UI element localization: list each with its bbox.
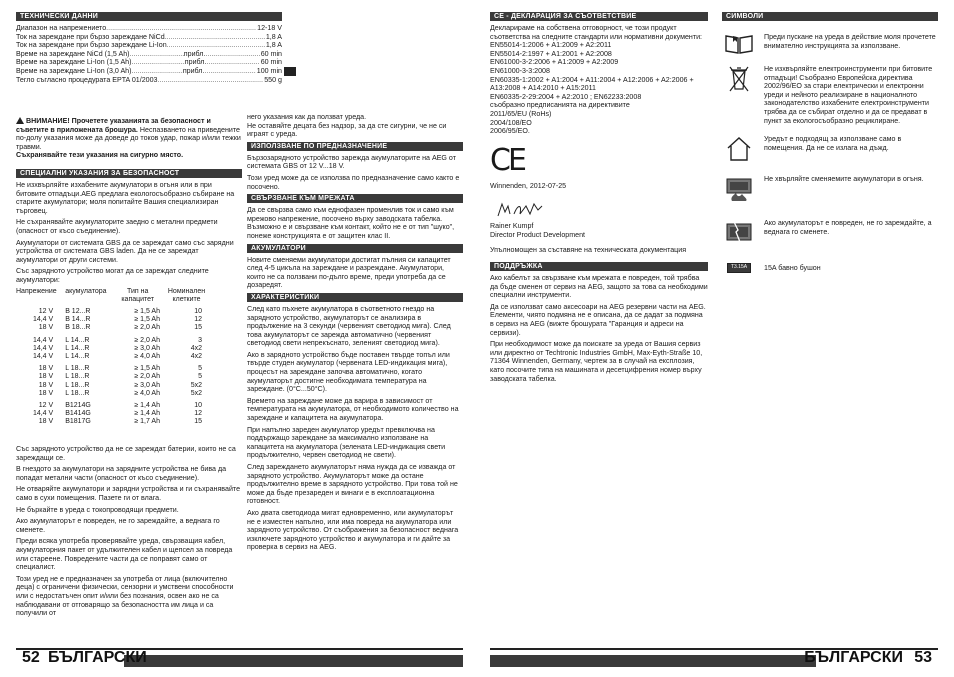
table-row	[16, 418, 212, 426]
use-header: ИЗПОЛЗВАНЕ ПО ПРЕДНАЗНАЧЕНИЕ	[247, 142, 463, 151]
mid-p0b: Не оставяйте децата без надзор, за да сте сигурни, че не си играят с уреда.	[247, 121, 447, 139]
after-p3: Не отваряйте акумулатори и зарядни устройства и ги съхранявайте само в сухи помещения. Пазете ги от влага.	[16, 485, 241, 502]
table-cell: B1214G	[65, 401, 91, 409]
safety-header: СПЕЦИАЛНИ УКАЗАНИЯ ЗА БЕЗОПАСНОСТ	[16, 169, 242, 178]
spec-value: 60 min	[260, 49, 282, 58]
char-p5: След зареждането акумулаторът няма нужда да се изважда от зарядното устройство. Акумулаторът може да остане продължително време в зарядното устройство. При това той не може да бъде презареден и винаги е в експлоатационна готовност.	[247, 463, 458, 506]
ce-mark-icon: CE	[490, 142, 524, 178]
table-cell: 14,4 V	[32, 352, 54, 360]
maint-p3: При необходимост може да поискате за уреда от Вашия сервиз или директно от Techtronic Industries GmbH, Max-Eyth-Straße 10, 71364 Winnenden, Germany, чертеж за в случай на експлозия, като посочите типа на машината и десетцифрения номер върху заводската табелка.	[490, 340, 703, 383]
spec-row	[16, 24, 282, 33]
table-cell: ≥ 1,4 Ah	[134, 401, 160, 409]
left-col-1b	[16, 117, 242, 618]
table-cell: B1414G	[65, 410, 91, 418]
table-cell: ≥ 3,0 Ah	[134, 381, 160, 389]
maint-p2: Да се използват само аксесоари на AEG резервни части на AEG. Елементи, чиято подмяна не е описана, да се дадат за подмяна в сервиз на AEG (вижте брошурата "Гаранция и адреси на сервизи).	[490, 302, 706, 337]
symbol-text: Уредът е подходящ за използване само в помещения. Да не се излага на дъжд.	[764, 135, 902, 152]
table-cell: ≥ 1,5 Ah	[134, 365, 160, 373]
table-cell: L 18...R	[65, 365, 90, 373]
spec-value: 60 min	[260, 58, 282, 67]
warning-block	[16, 117, 242, 160]
table-cell: 3	[198, 336, 202, 344]
symbol-text: Ако акумулаторът е повреден, не го зареждайте, а веднага го сменете.	[764, 219, 932, 236]
table-cell: 14,4 V	[32, 316, 54, 324]
battery-table-head	[16, 288, 212, 304]
spec-badge-icon	[284, 67, 296, 76]
crossed-bin-icon	[728, 65, 750, 93]
table-cell: 14,4 V	[32, 336, 54, 344]
ce-text: Декларираме на собствена отговорност, че този продукт съответства на следните стандарти или нормативни документи:	[490, 24, 703, 41]
table-cell: 18 V	[38, 389, 54, 397]
table-row	[16, 365, 212, 373]
table-cell: 5x2	[190, 389, 202, 397]
spec-row	[16, 67, 282, 76]
spec-label: Време на зареждане Li-Ion (1,5 Ah)	[16, 58, 132, 67]
ce-standard-line: EN55014-2:1997 + A1:2001 + A2:2008	[490, 49, 612, 58]
spec-label: Ток на зареждане при бързо зареждане Li-Ion	[16, 41, 167, 50]
safety-p1: Не изхвърляйте изхабените акумулатори в огъня или в при битовите отпадъци.AEG предлага екологосъобразно събиране на старите акумулатори; моля попитайте Вашия специализиран търговец.	[16, 180, 235, 215]
right-col-2	[722, 12, 938, 283]
after-p5: Ако акумулаторът е повреден, не го зареждайте, а веднага го сменете.	[16, 517, 220, 534]
table-cell: ≥ 2,0 Ah	[134, 336, 160, 344]
right-footer	[490, 648, 938, 667]
right-col-1	[490, 12, 708, 386]
symbol-row	[722, 219, 938, 245]
left-page-number: 52	[22, 649, 40, 666]
table-cell: 18 V	[38, 324, 54, 332]
symbol-text: 15A бавно бушон	[764, 264, 821, 273]
symbol-row	[722, 135, 938, 163]
signer-name: Rainer Kumpf	[490, 222, 534, 231]
table-cell: 14,4 V	[32, 410, 54, 418]
use-p2: Този уред може да се използва по предназначение само както е посочено.	[247, 173, 460, 191]
warning-bold: ВНИМАНИЕ! Прочетете указанията за безопасност и съветите в приложената брошура.	[16, 117, 211, 134]
symbol-text: Не изхвърляйте електроинструменти при битовите отпадъци! Съобразно Европейска директива 2002/96/EO за стари електрически и електронни уреди и нейното реализиране в националното законодателство изхабените електроинструменти трябва да се събират отделно и да се предават в пункт за екологосъобразно рециклиране.	[764, 65, 933, 125]
char-p1: След като пъхнете акумулатора в съответното гнездо на зарядното устройство, акумулаторът се анализира в продължение на 3 секунди (червеният светодиод мига). След това акумулаторът се зарежда автоматично (червеният светодиод свети непрекъснато, зеленият светодиод мига).	[247, 304, 451, 348]
th-cells: Номинален клетките	[167, 287, 206, 303]
spec-label: Диапазон на напрежението	[16, 24, 107, 32]
table-cell: 15	[194, 324, 202, 332]
acc-p1: Новите сменяеми акумулатори достигат пълния си капацитет след 4-5 цикъла на зареждане и разреждане. Акумулатори, които не са ползвани по-дълго време, преди употреба да се дозаредят.	[247, 255, 451, 290]
table-cell: ≥ 3,0 Ah	[134, 344, 160, 352]
spec-row	[16, 58, 282, 67]
table-cell: L 18...R	[65, 389, 90, 397]
table-cell: ≥ 2,0 Ah	[134, 324, 160, 332]
symbol-row	[722, 261, 938, 273]
th-battery: акумулатора	[65, 287, 107, 295]
spec-label: Ток на зареждане при бързо зареждане NiCd	[16, 32, 165, 41]
use-p1: Бързозарядното устройство зарежда акумулаторите на AEG от системата GBS от 12 V...18 V.	[247, 153, 456, 171]
table-cell: 18 V	[38, 381, 54, 389]
char-p3: Времето на зареждане може да варира в зависимост от температурата на акумулатора, от необходимото количество на зареждане и капацитета на акумулатора.	[247, 396, 459, 423]
table-cell: B 14...R	[65, 316, 91, 324]
spec-label: Тегло съгласно процедурата EPTA 01/2003	[16, 75, 158, 84]
table-cell: ≥ 1,7 Ah	[134, 418, 160, 426]
ce-standard-line: EN61000-3-3:2008	[490, 66, 550, 75]
ce-standard-line: EN60335-2-29:2004 + A2:2010 ; EN62233:2008	[490, 92, 642, 101]
th-capacity: Тип на капацитет	[121, 287, 155, 303]
table-cell: ≥ 1,4 Ah	[134, 410, 160, 418]
maint-p1: Ако кабелът за свързване към мрежата е повреден, той трябва да бъде сменен от сервиз на AEG, защото за това са необходими специални инструменти.	[490, 274, 708, 300]
left-col-2	[247, 113, 463, 555]
table-cell: 12	[194, 410, 202, 418]
after-p1: Със зарядното устройство да не се зареждат батерии, които не са зареждащи се.	[16, 445, 236, 462]
table-cell: 15	[194, 418, 202, 426]
table-cell: 12 V	[38, 307, 54, 315]
symbol-row	[722, 65, 938, 125]
table-cell: B 12...R	[65, 307, 91, 315]
left-col-1	[16, 12, 282, 84]
ce-standard-line: EN55014-1:2006 + A1:2009 + A2:2011	[490, 41, 612, 50]
after-p6: Преди всяка употреба проверявайте уреда, свързващия кабел, акумулаторния пакет от удължителен кабел и щепсел за повреда или стареене. Повредените части да се поправят само от специалист.	[16, 537, 233, 572]
table-row	[16, 382, 212, 390]
fuse-label: T3.15A	[727, 263, 751, 273]
table-cell: L 14...R	[65, 344, 90, 352]
right-language: БЪЛГАРСКИ	[804, 649, 903, 666]
ce-standard-line: 2011/65/EU (RoHs)	[490, 109, 552, 118]
table-cell: B 18...R	[65, 324, 91, 332]
signer-title: Director Product Development	[490, 230, 586, 239]
battery-damaged-icon	[724, 219, 754, 245]
table-row	[16, 308, 212, 316]
table-cell: 12	[194, 316, 202, 324]
safety-p2: Не съхранявайте акумулаторите заедно с метални предмети (опасност от късо съединение).	[16, 218, 218, 235]
battery-fire-icon	[724, 175, 754, 203]
spec-value: 1,8 A	[265, 32, 282, 41]
manual-book-icon	[724, 33, 754, 55]
mains-p1: Да се свързва само към еднофазен променлив ток и само към мрежово напрежение, посочено върху заводската табелка. Възможно е и свързване към контакт, който не е от тип "шуко", понеже конструкцията е от защитен клас II.	[247, 206, 455, 240]
place-date: Winnenden, 2012-07-25	[490, 181, 567, 190]
table-row	[16, 337, 212, 345]
safety-p3: Акумулатори от системата GBS да се зареждат само със зарядни устройства от системата GBS laden. Да не се зареждат акумулатори от други системи.	[16, 238, 234, 264]
spec-label: Време на зареждане NiCd (1,5 Ah)	[16, 49, 130, 58]
right-page-number: 53	[914, 649, 932, 666]
table-cell: B1817G	[65, 418, 91, 426]
table-cell: 18 V	[38, 418, 54, 426]
spec-approx: прибл.	[182, 66, 205, 75]
symbol-text: Не хвърляйте сменяемите акумулатори в огъня.	[764, 175, 924, 184]
table-cell: 5	[198, 373, 202, 381]
table-cell: 4x2	[190, 344, 202, 352]
spec-row	[16, 41, 282, 50]
house-icon	[725, 135, 753, 163]
acc-header: АКУМУЛАТОРИ	[247, 244, 463, 253]
table-cell: 12 V	[38, 401, 54, 409]
table-cell: L 14...R	[65, 336, 90, 344]
spec-value: 1,8 A	[265, 41, 282, 50]
spec-value: 550 g	[264, 75, 282, 84]
left-language: БЪЛГАРСКИ	[48, 649, 147, 666]
tech-specs	[16, 24, 282, 84]
after-p2: В гнездото за акумулатори на зарядните устройства не бива да попадат метални части (опасност от късо съединение).	[16, 465, 227, 482]
table-cell: L 14...R	[65, 352, 90, 360]
table-row	[16, 373, 212, 381]
table-cell: L 18...R	[65, 373, 90, 381]
table-cell: ≥ 1,5 Ah	[134, 307, 160, 315]
table-cell: 18 V	[38, 365, 54, 373]
spec-approx: прибл.	[183, 49, 206, 58]
table-cell: ≥ 4,0 Ah	[134, 352, 160, 360]
battery-table-body	[16, 304, 212, 427]
table-cell: 10	[194, 401, 202, 409]
table-row	[16, 402, 212, 410]
maint-header: ПОДДРЪЖКА	[490, 262, 708, 271]
table-cell: 5x2	[190, 381, 202, 389]
left-footer	[16, 648, 463, 667]
spec-row	[16, 50, 282, 59]
symbol-row	[722, 175, 938, 203]
fuse-icon	[722, 261, 756, 273]
table-cell: 18 V	[38, 373, 54, 381]
ce-header: CE - ДЕКЛАРАЦИЯ ЗА СЪОТВЕТСТВИЕ	[490, 12, 708, 21]
warning-triangle-icon	[16, 117, 24, 124]
tech-data-header: ТЕХНИЧЕСКИ ДАННИ	[16, 12, 282, 21]
ce-standard-line: 2004/108/EO	[490, 118, 532, 127]
char-p4: При напълно зареден акумулатор уредът превключва на поддържащо зареждане за максимално използване на капацитета на акумулатора (зелената LED-индикация свети продължително, червен светодиод не свети).	[247, 425, 446, 460]
authorized: Упълномощен за съставяне на техническата документация	[490, 245, 687, 254]
symbol-row	[722, 33, 938, 55]
table-row	[16, 390, 212, 398]
warning-keep: Съхранявайте тези указания на сигурно място.	[16, 151, 184, 160]
after-p7: Този уред не е предназначен за употреба от лица (включително деца) с ограничени физически, сензорни и умствени способности или с недостатъчен опит и/или без познания, освен ако не са наблюдавани от отговарящо за безопасността им лица и са получили от	[16, 574, 234, 618]
spec-approx: прибл.	[184, 58, 207, 67]
safety-p4: Със зарядното устройство могат да се зареждат следните акумулатори:	[16, 267, 209, 284]
ce-standard-line: съобразно предписанията на директивите	[490, 101, 630, 110]
mains-header: СВЪРЗВАНЕ КЪМ МРЕЖАТА	[247, 194, 463, 203]
sym-header: СИМВОЛИ	[722, 12, 938, 21]
table-row	[16, 353, 212, 361]
char-p2: Ако в зарядното устройство бъде поставен твърде топъл или твърде студен акумулатор (червената LED-индикация мига), процесът на зареждане започва автоматично, когато акумулаторът достигне необходимата температура на зареждане. (0°C...50°C).	[247, 350, 450, 394]
table-cell: ≥ 4,0 Ah	[134, 389, 160, 397]
table-cell: 5	[198, 365, 202, 373]
table-cell: L 18...R	[65, 381, 90, 389]
spec-label: Време на зареждане Li-Ion (3,0 Ah)	[16, 66, 132, 75]
table-cell: ≥ 2,0 Ah	[134, 373, 160, 381]
spec-value: 12-18 V	[257, 24, 282, 32]
after-p4: Не бъркайте в уреда с токопроводящи предмети.	[16, 505, 179, 514]
spec-row	[16, 33, 282, 42]
table-row	[16, 345, 212, 353]
ce-standards	[490, 41, 708, 136]
signature-icon	[496, 200, 708, 220]
ce-standard-line: EN60335-1:2002 + A1:2004 + A11:2004 + A12:2006 + A2:2006 + A13:2008 + A14:2010 + A15:2011	[490, 75, 694, 93]
ce-standard-line: 2006/95/EO.	[490, 127, 530, 136]
table-row	[16, 324, 212, 332]
ce-standard-line: EN61000-3-2:2006 + A1:2009 + A2:2009	[490, 58, 619, 67]
th-voltage: Напрежение	[16, 287, 57, 295]
char-p6: Ако двата светодиода мигат едновременно, или акумулаторът не е изместен напълно, или има повреда на акумулатора или зарядното устройство. От съображения за безопасност веднага изключете зарядното устройство и акумулатора и ги дайте за проверка в сервиз на AEG.	[247, 508, 459, 552]
spec-value: 100 min	[256, 66, 282, 75]
table-cell: ≥ 1,5 Ah	[134, 316, 160, 324]
char-header: ХАРАКТЕРИСТИКИ	[247, 293, 463, 302]
symbol-text: Преди пускане на уреда в действие моля прочетете внимателно инструкцията за използване.	[764, 33, 936, 50]
mid-p0: него указания как да ползват уреда.	[247, 113, 367, 121]
table-row	[16, 316, 212, 324]
table-cell: 4x2	[190, 352, 202, 360]
battery-table	[16, 288, 212, 427]
spec-row	[16, 76, 282, 85]
warning-text: Неспазването на приведените по-долу указания може да доведе до токов удар, пожар и/или тежки травми.	[16, 125, 241, 151]
table-cell: 14,4 V	[32, 344, 54, 352]
table-row	[16, 410, 212, 418]
table-cell: 10	[194, 307, 202, 315]
